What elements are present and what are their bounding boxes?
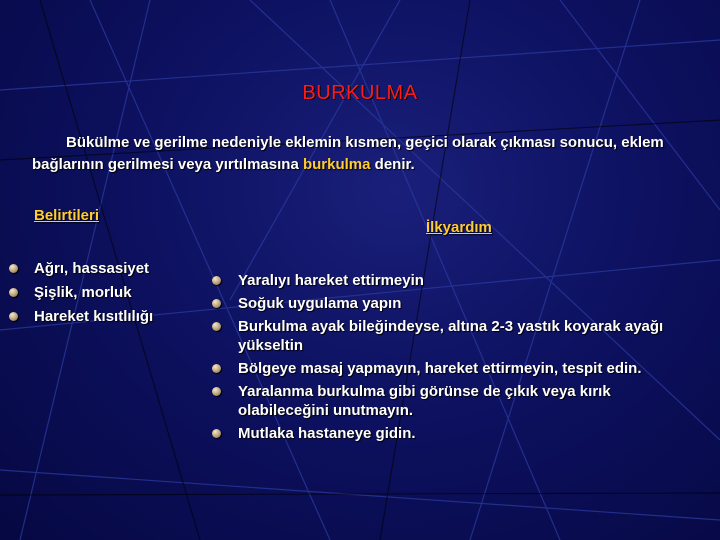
symptoms-heading: Belirtileri	[34, 207, 100, 224]
slide-title: BURKULMA	[302, 82, 418, 104]
symptoms-list	[34, 259, 204, 331]
definition-part1: Bükülme ve gerilme nedeniyle eklemin kısmen, geçici olarak çıkması sonucu, eklem bağlarının gerilmesi veya yırtılmasına	[32, 134, 664, 173]
list-item	[238, 382, 698, 420]
first-aid-heading: İlkyardım	[426, 219, 492, 236]
bullet-icon	[212, 364, 221, 373]
list-item	[238, 317, 698, 355]
first-aid-list	[238, 271, 698, 447]
list-item-text: Hareket kısıtlılığı	[34, 308, 154, 325]
bullet-icon	[212, 276, 221, 285]
list-item	[238, 359, 698, 378]
bullet-icon	[9, 312, 18, 321]
list-item	[238, 271, 698, 290]
list-item-text: Şişlik, morluk	[34, 284, 132, 301]
bullet-icon	[212, 322, 221, 331]
list-item-text: Mutlaka hastaneye gidin.	[238, 425, 416, 442]
definition-highlight: burkulma	[302, 156, 371, 173]
list-item	[34, 283, 204, 302]
list-item	[238, 294, 698, 313]
bullet-icon	[9, 264, 18, 273]
list-item-text: Burkulma ayak bileğindeyse, altına 2-3 yastık koyarak ayağı yükseltin	[238, 318, 664, 354]
definition-part2: denir.	[374, 156, 415, 173]
list-item-text: Soğuk uygulama yapın	[238, 295, 402, 312]
definition-text	[32, 132, 692, 176]
bullet-icon	[9, 288, 18, 297]
list-item-text: Yaralıyı hareket ettirmeyin	[238, 272, 424, 289]
list-item	[34, 259, 204, 278]
list-item	[34, 307, 204, 326]
list-item-text: Yaralanma burkulma gibi görünse de çıkık veya kırık olabileceğini unutmayın.	[238, 383, 611, 419]
bullet-icon	[212, 387, 221, 396]
bullet-icon	[212, 429, 221, 438]
list-item	[238, 424, 698, 443]
bullet-icon	[212, 299, 221, 308]
list-item-text: Bölgeye masaj yapmayın, hareket ettirmeyin, tespit edin.	[238, 360, 642, 377]
list-item-text: Ağrı, hassasiyet	[34, 260, 150, 277]
